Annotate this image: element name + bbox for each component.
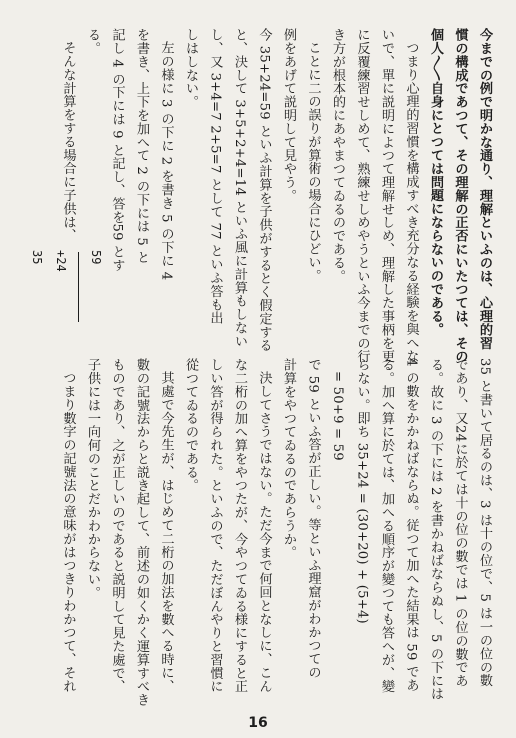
text-column: 例をあげて説明して見やう。	[281, 28, 296, 203]
text-column: 數の記號法からと説き起して、前述の如くかく運算すべき	[134, 358, 149, 707]
sum-rule	[78, 252, 79, 322]
text-column: き方が根本的にあやまつてゐるのである。	[330, 28, 345, 283]
text-column: らない。即ち 35+24 = (30+20) + (5+4)	[354, 358, 370, 624]
text-column: を書き、上下を加へて 2 の下には 5 と	[134, 28, 149, 264]
text-column: 從つてゐるのである。	[183, 358, 198, 492]
text-column: な二桁の加へ算をやつたが、今やつてゐる様にすると正	[232, 358, 247, 693]
text-column: る。故に 3 の下には 2 を書かねばならぬし、5 の下には	[428, 358, 443, 701]
addend-bottom: +24	[54, 250, 68, 272]
text-column: 35 と書いて居るのは、3 は十の位で、5 は一の位の數	[477, 358, 492, 687]
text-column: し、又 3+4=7 2+5=7 として 77 といふ答も出	[207, 28, 223, 325]
text-column: 4 の數をかかねばならぬ。従つて加へた結果は 59 であ	[403, 358, 419, 692]
text-column: ものであり、之が正しいのであると説明して見た處で、	[109, 358, 125, 693]
text-column: そんな計算をする場合に子供は、	[60, 41, 76, 243]
page-number: 16	[248, 715, 268, 731]
text-column: 慣の構成であつて、その理解の正否にいたつては、その	[452, 28, 468, 363]
text-column: る。	[85, 28, 100, 55]
text-column: ことに二の誤りが算術の場合にひどい。	[305, 41, 321, 283]
text-column: であり、又24に於ては十の位の數では 1 の位の數であ	[452, 358, 468, 688]
text-column: 其處で今先生が、はじめて二桁の加法を數へる時に、	[158, 371, 174, 693]
text-column: つまり數字の記號法の意味がはつきりわかつて、それ	[60, 371, 76, 693]
addend-top: 35	[30, 250, 44, 265]
text-column: と、決して 3+5+2+4=14 といふ風に計算もしない	[232, 28, 247, 348]
lower-text-block	[26, 358, 496, 708]
text-column: 個人〳〵自身にとつては問題にならないのである。	[428, 28, 443, 336]
text-column: で 59 といふ答が正しい。等といふ理窟がわかつての	[305, 358, 321, 679]
text-column: 左の様に 3 の下に 2 を書き 5 の下に 4	[158, 41, 174, 281]
text-column: る。加へ算に於ては、加へる順序が變つても答へが、變	[379, 358, 394, 693]
text-column: に反覆練習せしめて、熟練せしめやうといふ今までの行	[354, 28, 370, 363]
text-column: しはしない。	[183, 28, 198, 109]
text-column: 今 35+24=59 といふ計算を子供がするとく假定する	[256, 28, 272, 353]
text-column: つまり心理的習慣を構成すべき充分なる経験を與へな	[403, 41, 419, 363]
text-column: しい答が得られた。といふので、ただぼんやりと習慣に	[207, 358, 223, 693]
text-column: 記し 4 の下には 9 と記し、答を59 とす	[109, 28, 125, 272]
text-column: 今までの例で明かな通り、理解といふのは、心理的習	[477, 28, 492, 350]
text-column: 計算をやつてゐるのであらうか。	[281, 358, 296, 559]
text-column: = 50+9 = 59	[330, 371, 345, 462]
text-column: 子供には一向何のことだかわからない。	[85, 358, 100, 600]
text-column: 決してさうではない。ただ今まで何回となしに、こん	[256, 371, 272, 693]
text-column: いで、單に説明によつて理解せしめ、理解した事柄を更	[379, 28, 394, 363]
addition-example	[30, 250, 103, 322]
sum-result: 59	[89, 250, 103, 265]
